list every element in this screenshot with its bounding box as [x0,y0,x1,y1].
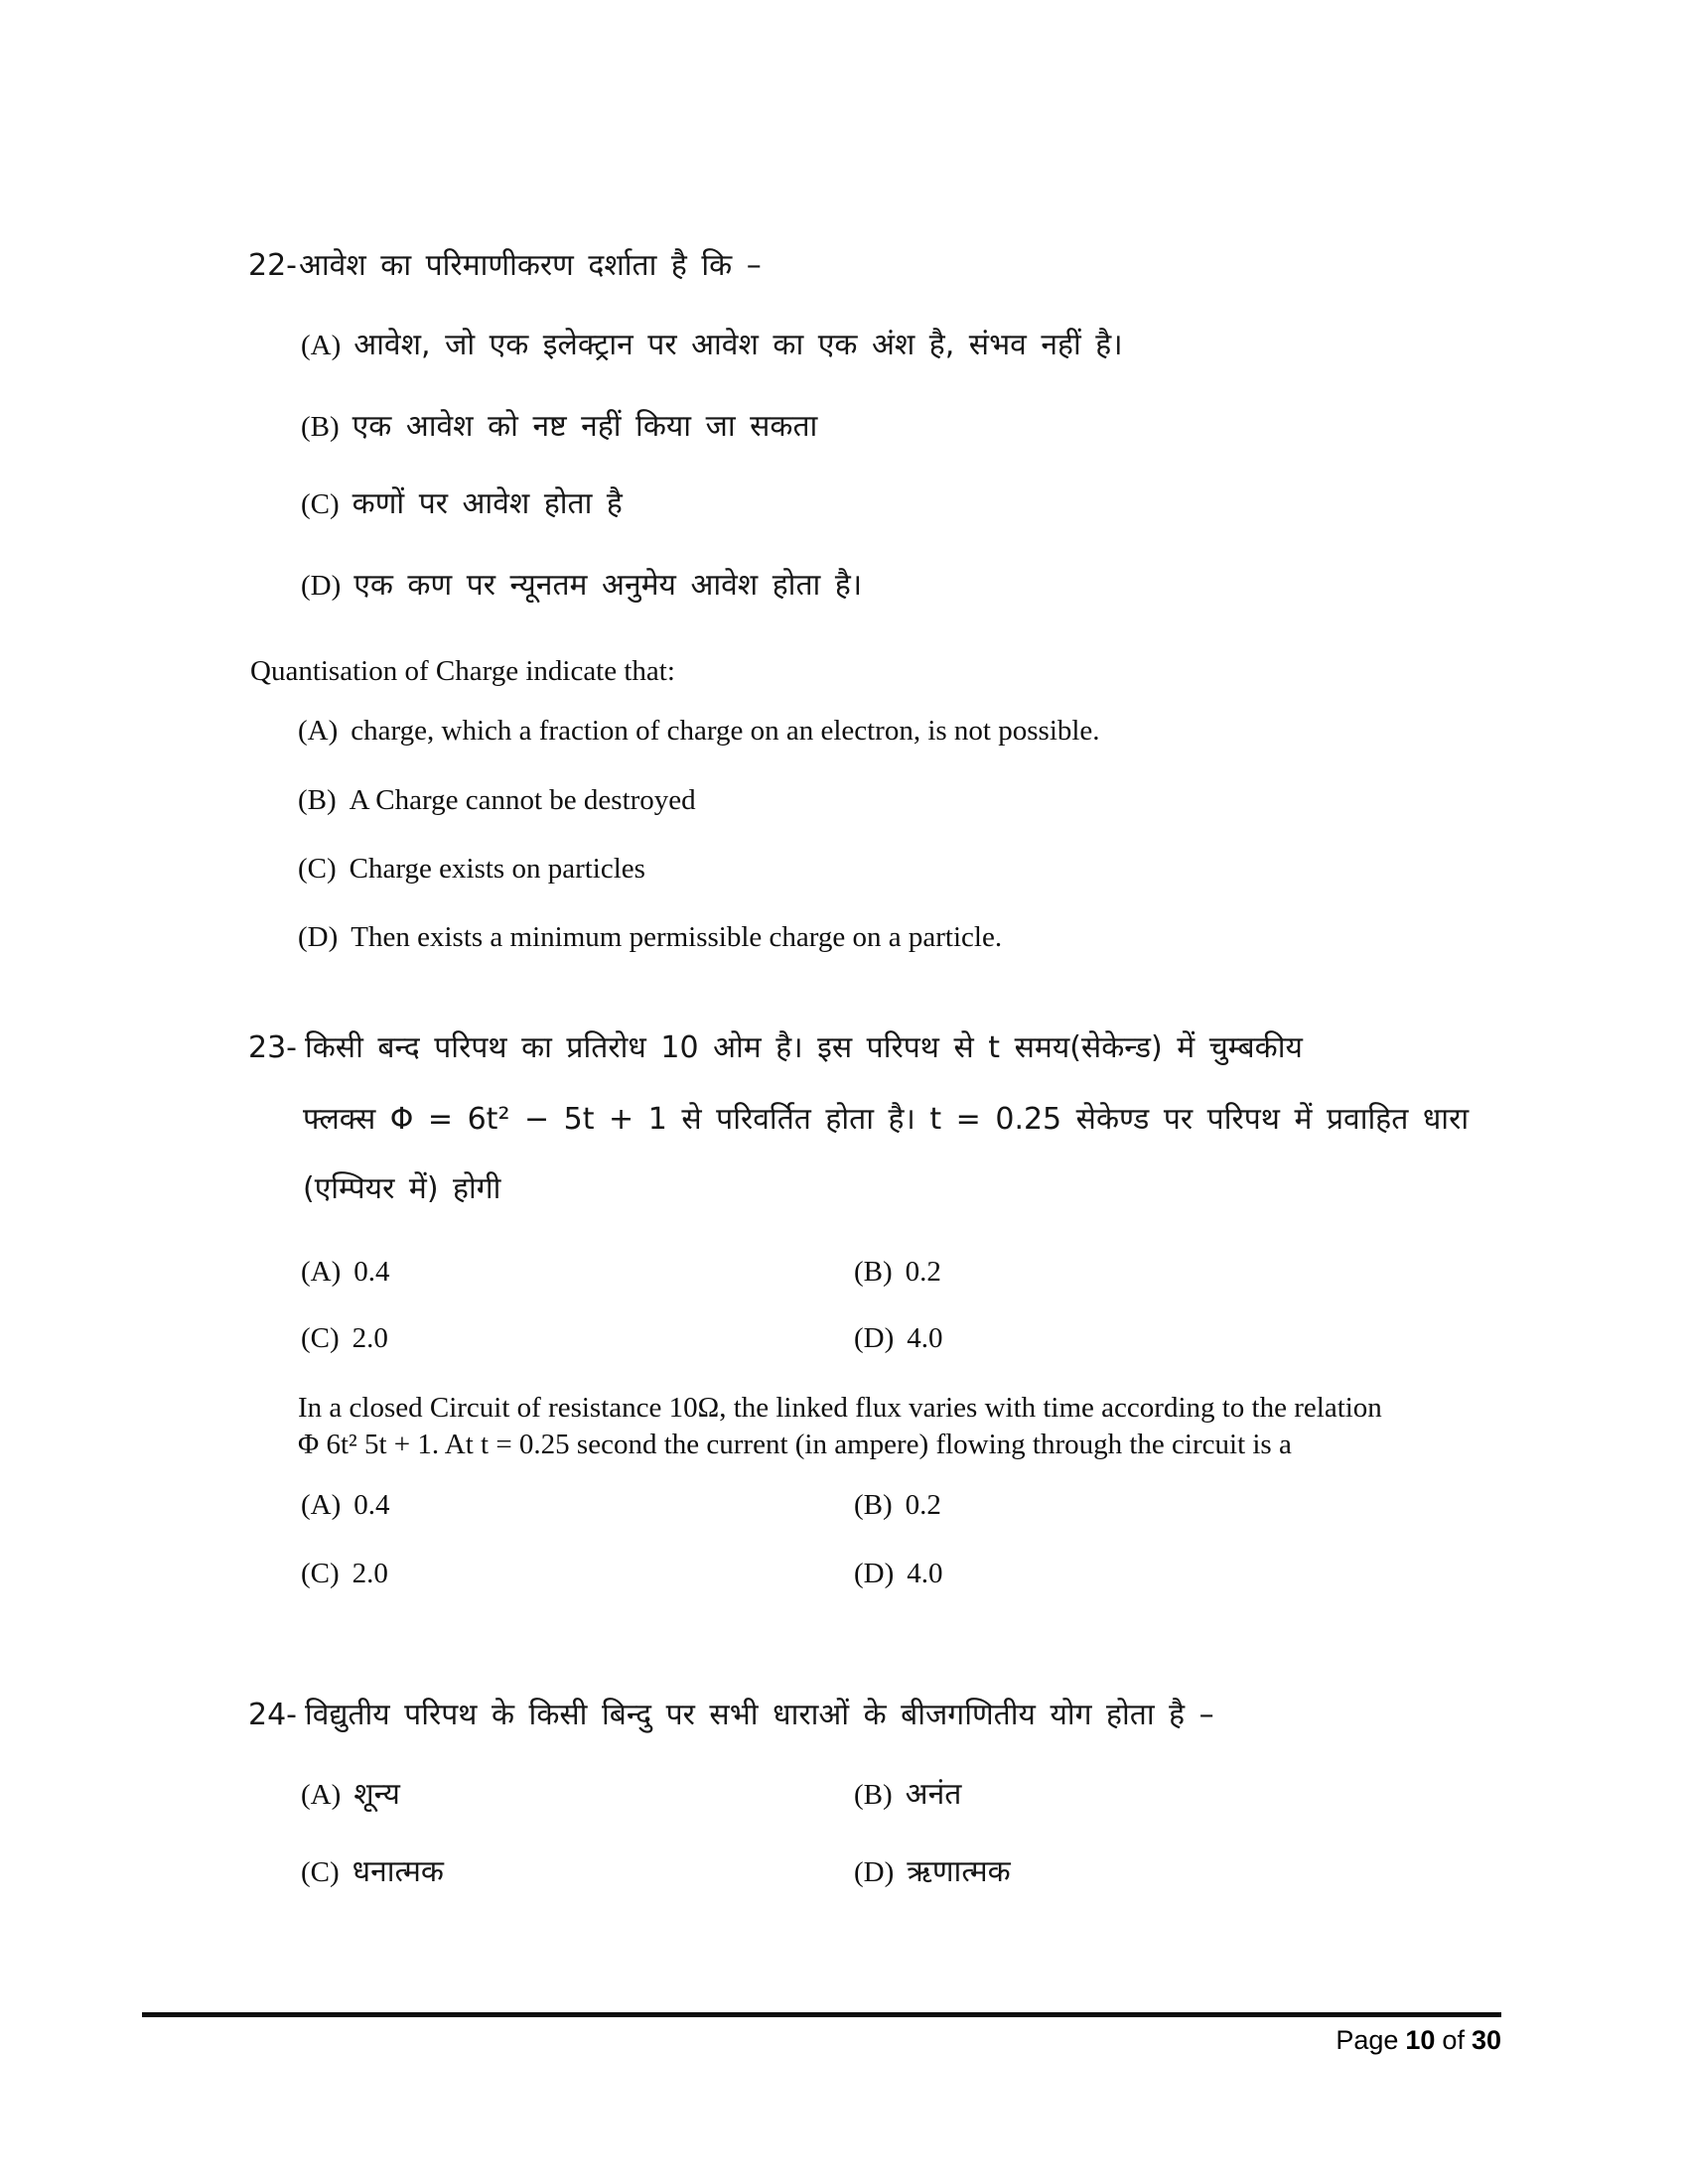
option-label: (C) [301,488,340,520]
option-text: 4.0 [907,1558,943,1589]
q23-option-b [854,1254,941,1292]
q22-option-d [301,566,862,606]
footer-page-number: 10 [1405,2025,1436,2055]
option-text: 0.4 [353,1489,390,1521]
option-text: एक आवेश को नष्ट नहीं किया जा सकता [352,409,818,444]
q24-option-d [854,1852,1011,1892]
option-label: (D) [854,1856,895,1888]
q24-option-a [301,1775,400,1815]
option-label: (D) [854,1322,895,1354]
option-text: 0.2 [905,1489,941,1521]
option-label: (A) [301,1779,342,1811]
option-label: (A) [301,1256,342,1288]
option-label: (D) [854,1558,895,1589]
q24-question-text: विद्युतीय परिपथ के किसी बिन्दु पर सभी धाराओं के बीजगणितीय योग होता है – [305,1698,1214,1732]
footer-total-pages: 30 [1471,2025,1501,2055]
q23-option-en-a [301,1487,390,1525]
option-label: (A) [301,1489,342,1521]
q23-question-en-line-1: In a closed Circuit of resistance 10Ω, the linked flux varies with time according to the relation [298,1392,1382,1424]
q22-option-en-b [298,782,696,820]
q23-option-en-b [854,1487,941,1525]
option-label: (B) [301,411,340,443]
footer-divider [142,2012,1501,2017]
option-label: (D) [301,570,342,602]
q23-number: 23- [248,1030,297,1065]
q22-number: 22- [248,248,297,283]
option-text: Charge exists on particles [349,853,645,885]
q22-option-c [301,484,623,524]
q24-number: 24- [248,1698,297,1732]
option-text: 2.0 [352,1322,388,1354]
option-text: A Charge cannot be destroyed [349,784,696,816]
option-label: (C) [301,1322,340,1354]
option-text: Then exists a minimum permissible charge on a particle. [351,921,1003,953]
option-label: (B) [854,1256,893,1288]
option-label: (C) [301,1856,340,1888]
option-text: अनंत [905,1777,962,1812]
footer-page-word: Page [1336,2025,1399,2055]
q22-question [248,246,762,285]
option-text: ऋणात्मक [907,1854,1011,1889]
q23-option-en-c [301,1556,388,1593]
q23-question-line-2: फ्लक्स Φ = 6t² − 5t + 1 से परिवर्तित होता है। t = 0.25 सेकेण्ड पर परिपथ में प्रवाहित धारा [303,1102,1470,1137]
q22-question-en: Quantisation of Charge indicate that: [250,655,675,687]
q22-option-en-d [298,919,1002,957]
option-text: charge, which a fraction of charge on an electron, is not possible. [351,715,1100,747]
q23-question-en-line-2: Φ 6t² 5t + 1. At t = 0.25 second the current (in ampere) flowing through the circuit is a [298,1429,1292,1460]
option-text: 2.0 [352,1558,388,1589]
option-label: (A) [301,330,342,361]
option-text: आवेश, जो एक इलेक्ट्रान पर आवेश का एक अंश है, संभव नहीं है। [353,328,1123,362]
q23-option-en-d [854,1556,943,1593]
option-text: कणों पर आवेश होता है [352,486,623,521]
q23-option-a [301,1254,390,1292]
q24-question [248,1696,1214,1734]
option-label: (A) [298,715,339,747]
q23-option-d [854,1320,943,1358]
q22-option-b [301,407,817,447]
option-text: 0.2 [905,1256,941,1288]
option-label: (C) [298,853,337,885]
option-text: 0.4 [353,1256,390,1288]
option-text: एक कण पर न्यूनतम अनुमेय आवेश होता है। [353,568,863,603]
q23-question-line-1 [248,1028,1303,1067]
q22-option-a [301,326,1123,365]
q24-option-b [854,1775,961,1815]
option-label: (C) [301,1558,340,1589]
q22-option-en-a [298,713,1100,751]
option-text: 4.0 [907,1322,943,1354]
option-text: शून्य [353,1777,400,1812]
option-text: धनात्मक [352,1854,444,1889]
q23-question-line-3: (एम्पियर में) होगी [303,1171,501,1206]
q23-question-text: किसी बन्द परिपथ का प्रतिरोध 10 ओम है। इस परिपथ से t समय(सेकेन्ड) में चुम्बकीय [305,1030,1303,1065]
option-label: (B) [298,784,337,816]
footer-page-indicator [142,2025,1501,2056]
q24-option-c [301,1852,444,1892]
option-label: (D) [298,921,339,953]
q22-question-text: आवेश का परिमाणीकरण दर्शाता है कि – [299,248,762,283]
option-label: (B) [854,1489,893,1521]
q22-option-en-c [298,851,645,888]
option-label: (B) [854,1779,893,1811]
q23-option-c [301,1320,388,1358]
footer-of-word: of [1442,2025,1465,2055]
